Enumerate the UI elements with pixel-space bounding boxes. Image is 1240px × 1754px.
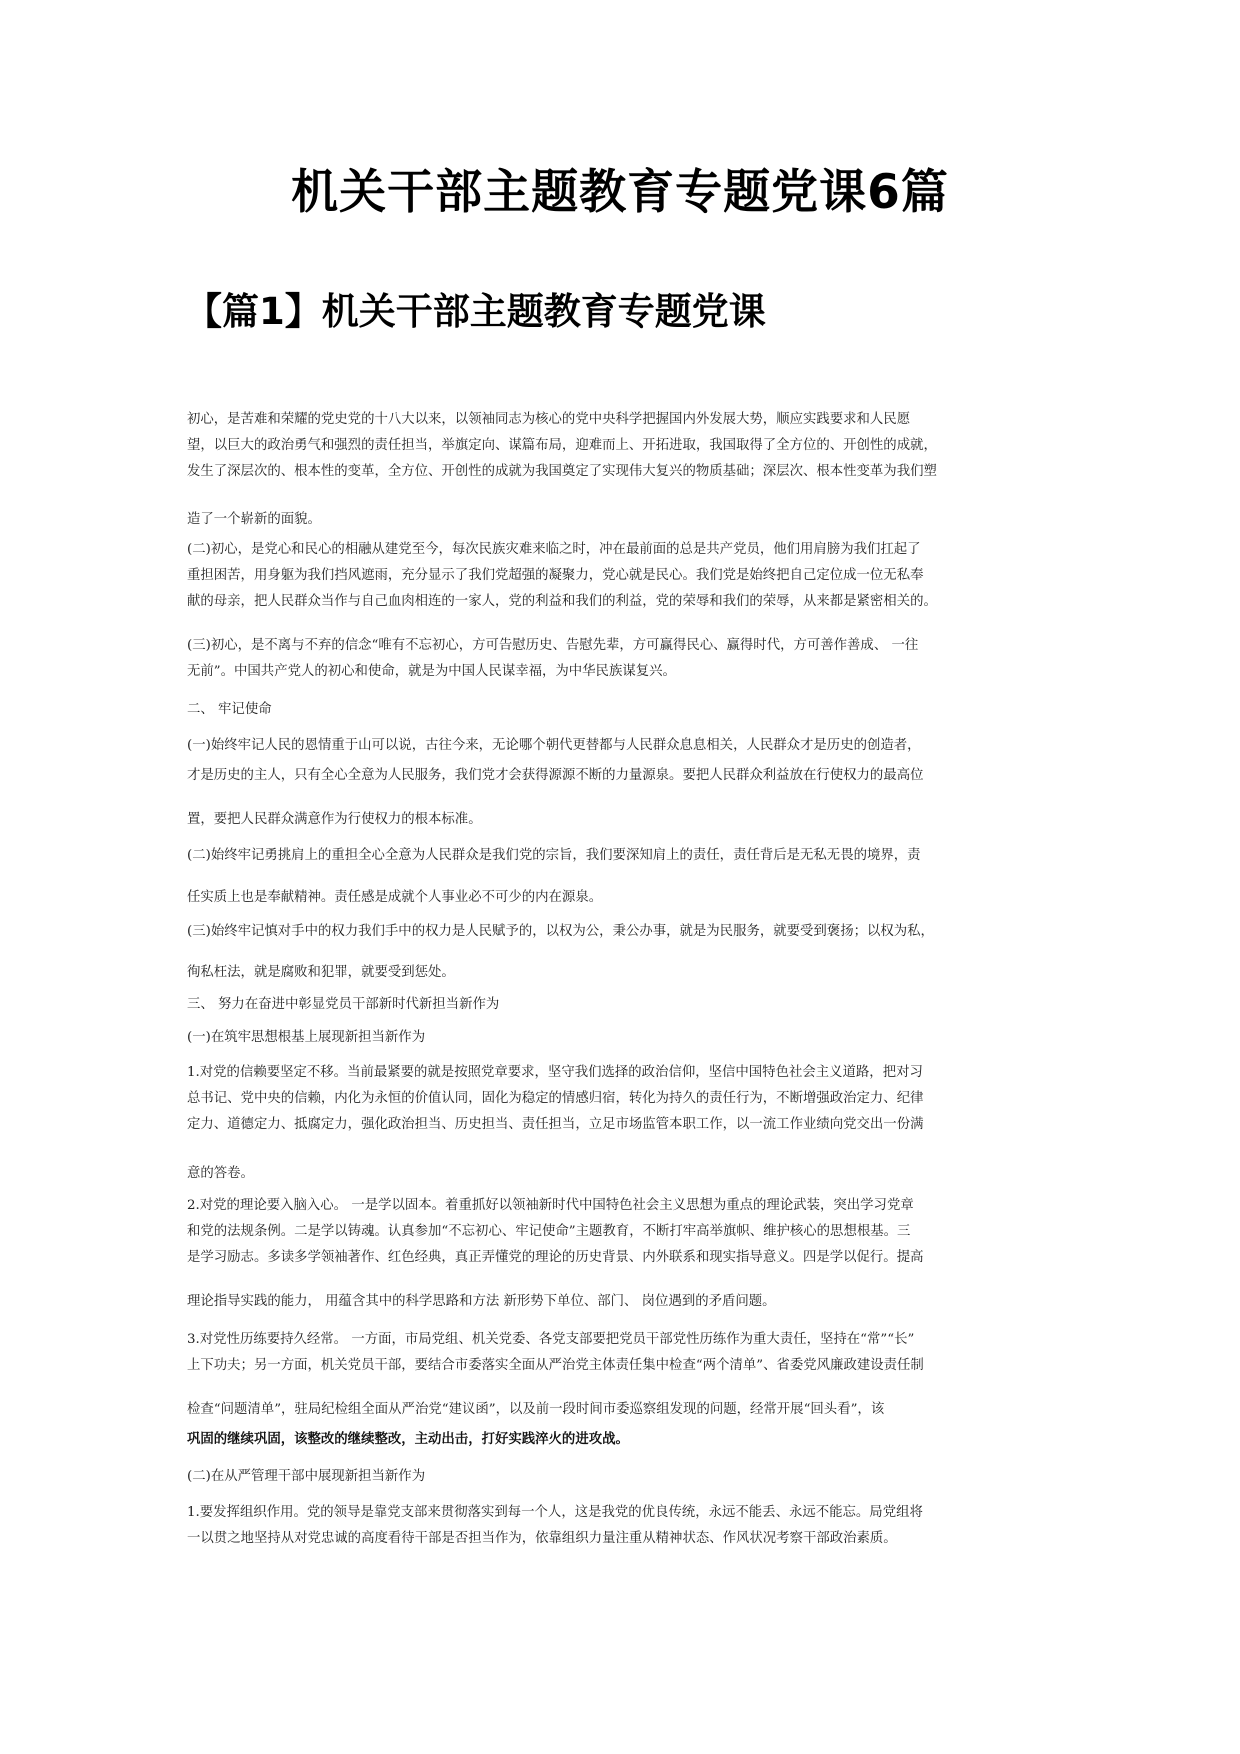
paragraph-line: 任实质上也是奉献精神。责任感是成就个人事业必不可少的内在源泉。 — [187, 890, 603, 905]
paragraph-line: 2.对党的理论要入脑入心。 一是学以固本。着重抓好以领袖新时代中国特色社会主义思想为重点的理论武装，突出学习党章 — [187, 1198, 914, 1213]
paragraph-line: (一)在筑牢思想根基上展现新担当新作为 — [187, 1030, 426, 1045]
section-heading: 【篇1】机关干部主题教育专题党课 — [185, 290, 766, 333]
paragraph-line: 总书记、党中央的信赖，内化为永恒的价值认同，固化为稳定的情感归宿，转化为持久的责任行为，不断增强政治定力、纪律 — [187, 1091, 924, 1106]
paragraph-line: (一)始终牢记人民的恩情重于山可以说，古往今来，无论哪个朝代更替都与人民群众息息相关，人民群众才是历史的创造者， — [187, 738, 921, 753]
paragraph-line: (三)始终牢记慎对手中的权力我们手中的权力是人民赋予的，以权为公，秉公办事，就是为民服务，就要受到褒扬；以权为私， — [187, 924, 934, 939]
paragraph-line: 置，要把人民群众满意作为行使权力的根本标准。 — [187, 812, 482, 827]
paragraph-line: (三)初心，是不离与不弃的信念“唯有不忘初心，方可告慰历史、告慰先辈，方可赢得民心、赢得时代，方可善作善成、 一往 — [187, 638, 919, 653]
paragraph-line: 一以贯之地坚持从对党忠诚的高度看待干部是否担当作为，依靠组织力量注重从精神状态、作风状况考察干部政治素质。 — [187, 1531, 897, 1546]
paragraph-line: 理论指导实践的能力， 用蕴含其中的科学思路和方法 新形势下单位、部门、 岗位遇到的矛盾问题。 — [187, 1294, 776, 1309]
paragraph-line: 上下功夫；另一方面，机关党员干部，要结合市委落实全面从严治党主体责任集中检查“两个清单”、省委党风廉政建设责任制 — [187, 1358, 924, 1373]
paragraph-line: 发生了深层次的、根本性的变革，全方位、开创性的成就为我国奠定了实现伟大复兴的物质基础；深层次、根本性变革为我们塑 — [187, 464, 937, 479]
paragraph-line: 无前”。中国共产党人的初心和使命，就是为中国人民谋幸福，为中华民族谋复兴。 — [187, 664, 676, 679]
paragraph-line: (二)初心，是党心和民心的相融从建党至今，每次民族灾难来临之时，冲在最前面的总是共产党员，他们用肩膀为我们扛起了 — [187, 542, 921, 557]
paragraph-line: 二、 牢记使命 — [187, 702, 272, 717]
document-title: 机关干部主题教育专题党课6篇 — [291, 165, 949, 220]
paragraph-line: 献的母亲，把人民群众当作与自己血肉相连的一家人，党的利益和我们的利益，党的荣辱和我们的荣辱，从来都是紧密相关的。 — [187, 594, 937, 609]
paragraph-line: 造了一个崭新的面貌。 — [187, 512, 321, 527]
paragraph-line: 重担困苦，用身躯为我们挡风遮雨，充分显示了我们党超强的凝聚力，党心就是民心。我们党是始终把自己定位成一位无私奉 — [187, 568, 924, 583]
paragraph-line: 望，以巨大的政治勇气和强烈的责任担当，举旗定向、谋篇布局，迎难而上、开拓进取，我国取得了全方位的、开创性的成就， — [187, 438, 937, 453]
paragraph-line: 徇私枉法，就是腐败和犯罪，就要受到惩处。 — [187, 965, 455, 980]
paragraph-line: 三、 努力在奋进中彰显党员干部新时代新担当新作为 — [187, 997, 500, 1012]
paragraph-line: 意的答卷。 — [187, 1166, 254, 1181]
paragraph-line: 1.对党的信赖要坚定不移。当前最紧要的就是按照党章要求，坚守我们选择的政治信仰，坚信中国特色社会主义道路，把对习 — [187, 1065, 923, 1080]
paragraph-line: 巩固的继续巩固，该整改的继续整改，主动出击，打好实践淬火的进攻战。 — [187, 1432, 629, 1447]
paragraph-line: (二)在从严管理干部中展现新担当新作为 — [187, 1469, 426, 1484]
paragraph-line: 是学习励志。多读多学领袖著作、红色经典，真正弄懂党的理论的历史背景、内外联系和现实指导意义。四是学以促行。提高 — [187, 1250, 924, 1265]
paragraph-line: 初心，是苦难和荣耀的党史党的十八大以来，以领袖同志为核心的党中央科学把握国内外发展大势，顺应实践要求和人民愿 — [187, 412, 911, 427]
paragraph-line: 1.要发挥组织作用。党的领导是靠党支部来贯彻落实到每一个人，这是我党的优良传统，永远不能丢、永远不能忘。局党组将 — [187, 1505, 923, 1520]
paragraph-line: 定力、道德定力、抵腐定力，强化政治担当、历史担当、责任担当，立足市场监管本职工作，以一流工作业绩向党交出一份满 — [187, 1117, 924, 1132]
paragraph-line: (二)始终牢记勇挑肩上的重担全心全意为人民群众是我们党的宗旨，我们要深知肩上的责任，责任背后是无私无畏的境界，责 — [187, 848, 921, 863]
paragraph-line: 检查“问题清单”，驻局纪检组全面从严治党“建议函”，以及前一段时间市委巡察组发现的问题，经常开展“回头看”，该 — [187, 1402, 885, 1417]
paragraph-line: 3.对党性历练要持久经常。 一方面，市局党组、机关党委、各党支部要把党员干部党性历练作为重大责任，坚持在“常”“长” — [187, 1332, 915, 1347]
paragraph-line: 和党的法规条例。二是学以铸魂。认真参加“不忘初心、牢记使命”主题教育，不断打牢高举旗帜、维护核心的思想根基。三 — [187, 1224, 911, 1239]
paragraph-line: 才是历史的主人，只有全心全意为人民服务，我们党才会获得源源不断的力量源泉。要把人民群众利益放在行使权力的最高位 — [187, 768, 924, 783]
